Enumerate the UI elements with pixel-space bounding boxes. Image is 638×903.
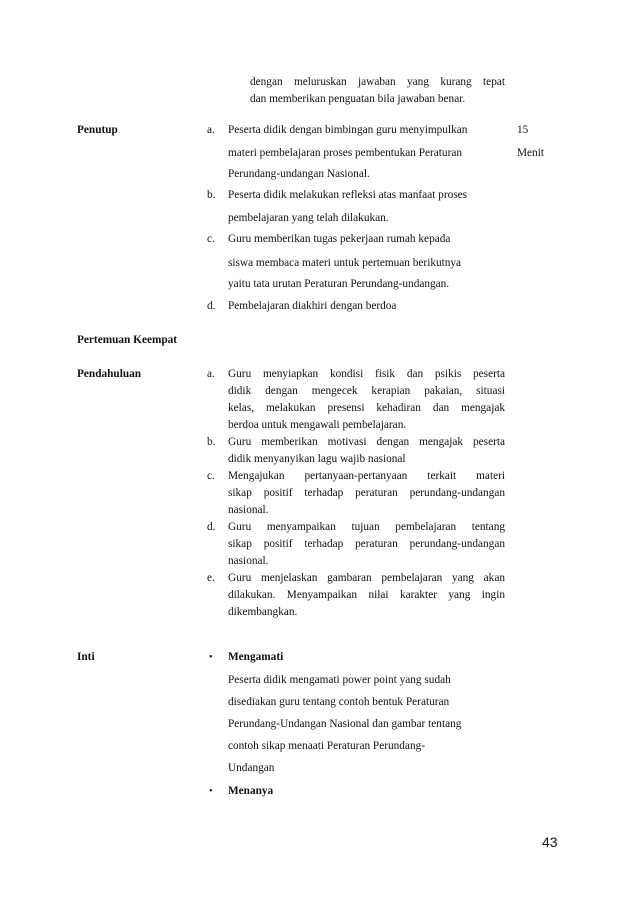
page-number: 43	[542, 834, 558, 850]
list-item-line: sikap positif terhadap peraturan perundang-undangan	[228, 487, 505, 499]
list-marker: d.	[207, 300, 216, 312]
activity-line: Perundang-Undangan Nasional dan gambar tentang	[228, 718, 462, 730]
section-label-penutup: Penutup	[77, 124, 118, 136]
list-item-line: Guru menyiapkan kondisi fisik dan psikis peserta	[228, 368, 505, 380]
list-item-line: Peserta didik melakukan refleksi atas manfaat proses	[228, 189, 468, 201]
activity-line: Undangan	[228, 762, 275, 774]
list-marker: c.	[207, 233, 215, 245]
list-item-line: nasional.	[228, 555, 269, 567]
meeting-heading: Pertemuan Keempat	[77, 334, 178, 346]
list-item-line: Pembelajaran diakhiri dengan berdoa	[228, 300, 397, 312]
activity-title-menanya: Menanya	[228, 785, 274, 797]
list-item-line: Guru memberikan motivasi dengan mengajak peserta	[228, 436, 505, 448]
list-marker: d.	[207, 521, 216, 533]
list-item-line: pembelajaran yang telah dilakukan.	[228, 212, 389, 224]
list-item-line: Mengajukan pertanyaan-pertanyaan terkait materi	[228, 470, 505, 482]
list-item	[228, 436, 505, 470]
list-item	[228, 572, 505, 623]
activity-line: contoh sikap menaati Peraturan Perundang-	[228, 740, 426, 752]
list-item	[228, 470, 505, 521]
list-item-line: kelas, melakukan presensi kehadiran dan mengajak	[228, 402, 505, 414]
list-item	[228, 521, 505, 572]
list-item-line: dikembangkan.	[228, 606, 298, 618]
activity-line: disediakan guru tentang contoh bentuk Peraturan	[228, 696, 450, 708]
continuation-line: dengan meluruskan jawaban yang kurang tepat	[250, 76, 505, 88]
list-item-line: Guru menjelaskan gambaran pembelajaran yang akan	[228, 572, 505, 584]
activity-title-mengamati: Mengamati	[228, 651, 284, 663]
continuation-line: dan memberikan penguatan bila jawaban benar.	[250, 93, 466, 105]
list-item-line: siswa membaca materi untuk pertemuan berikutnya	[228, 257, 462, 269]
list-marker: c.	[207, 470, 215, 482]
section-label-pendahuluan: Pendahuluan	[77, 368, 142, 380]
list-item-line: materi pembelajaran proses pembentukan Peraturan	[228, 147, 463, 159]
continuation-block	[250, 76, 505, 110]
list-item-line: Guru menyampaikan tujuan pembelajaran tentang	[228, 521, 505, 533]
activity-line: Peserta didik mengamati power point yang sudah	[228, 674, 451, 686]
section-label-inti: Inti	[77, 651, 95, 663]
time-unit: Menit	[517, 147, 544, 159]
list-item-line: didik menyanyikan lagu wajib nasional	[228, 453, 406, 465]
time-value: 15	[517, 124, 529, 136]
list-marker: b.	[207, 189, 216, 201]
list-item-line: sikap positif terhadap peraturan perundang-undangan	[228, 538, 505, 550]
list-item-line: Peserta didik dengan bimbingan guru menyimpulkan	[228, 124, 468, 136]
list-marker: b.	[207, 436, 216, 448]
list-item-line: didik dengan mengecek kerapian pakaian, situasi	[228, 385, 505, 397]
list-item-line: Perundang-undangan Nasional.	[228, 168, 370, 180]
list-item	[228, 368, 505, 436]
list-item-line: dilakukan. Menyampaikan nilai karakter yang ingin	[228, 589, 505, 601]
list-marker: a.	[207, 368, 215, 380]
list-item-line: Guru memberikan tugas pekerjaan rumah kepada	[228, 233, 451, 245]
list-marker: a.	[207, 124, 215, 136]
bullet-icon: •	[209, 652, 213, 663]
bullet-icon: •	[209, 786, 213, 797]
list-item-line: nasional.	[228, 504, 269, 516]
list-item-line: berdoa untuk mengawali pembelajaran.	[228, 419, 407, 431]
list-marker: e.	[207, 572, 215, 584]
list-item-line: yaitu tata urutan Peraturan Perundang-undangan.	[228, 278, 450, 290]
